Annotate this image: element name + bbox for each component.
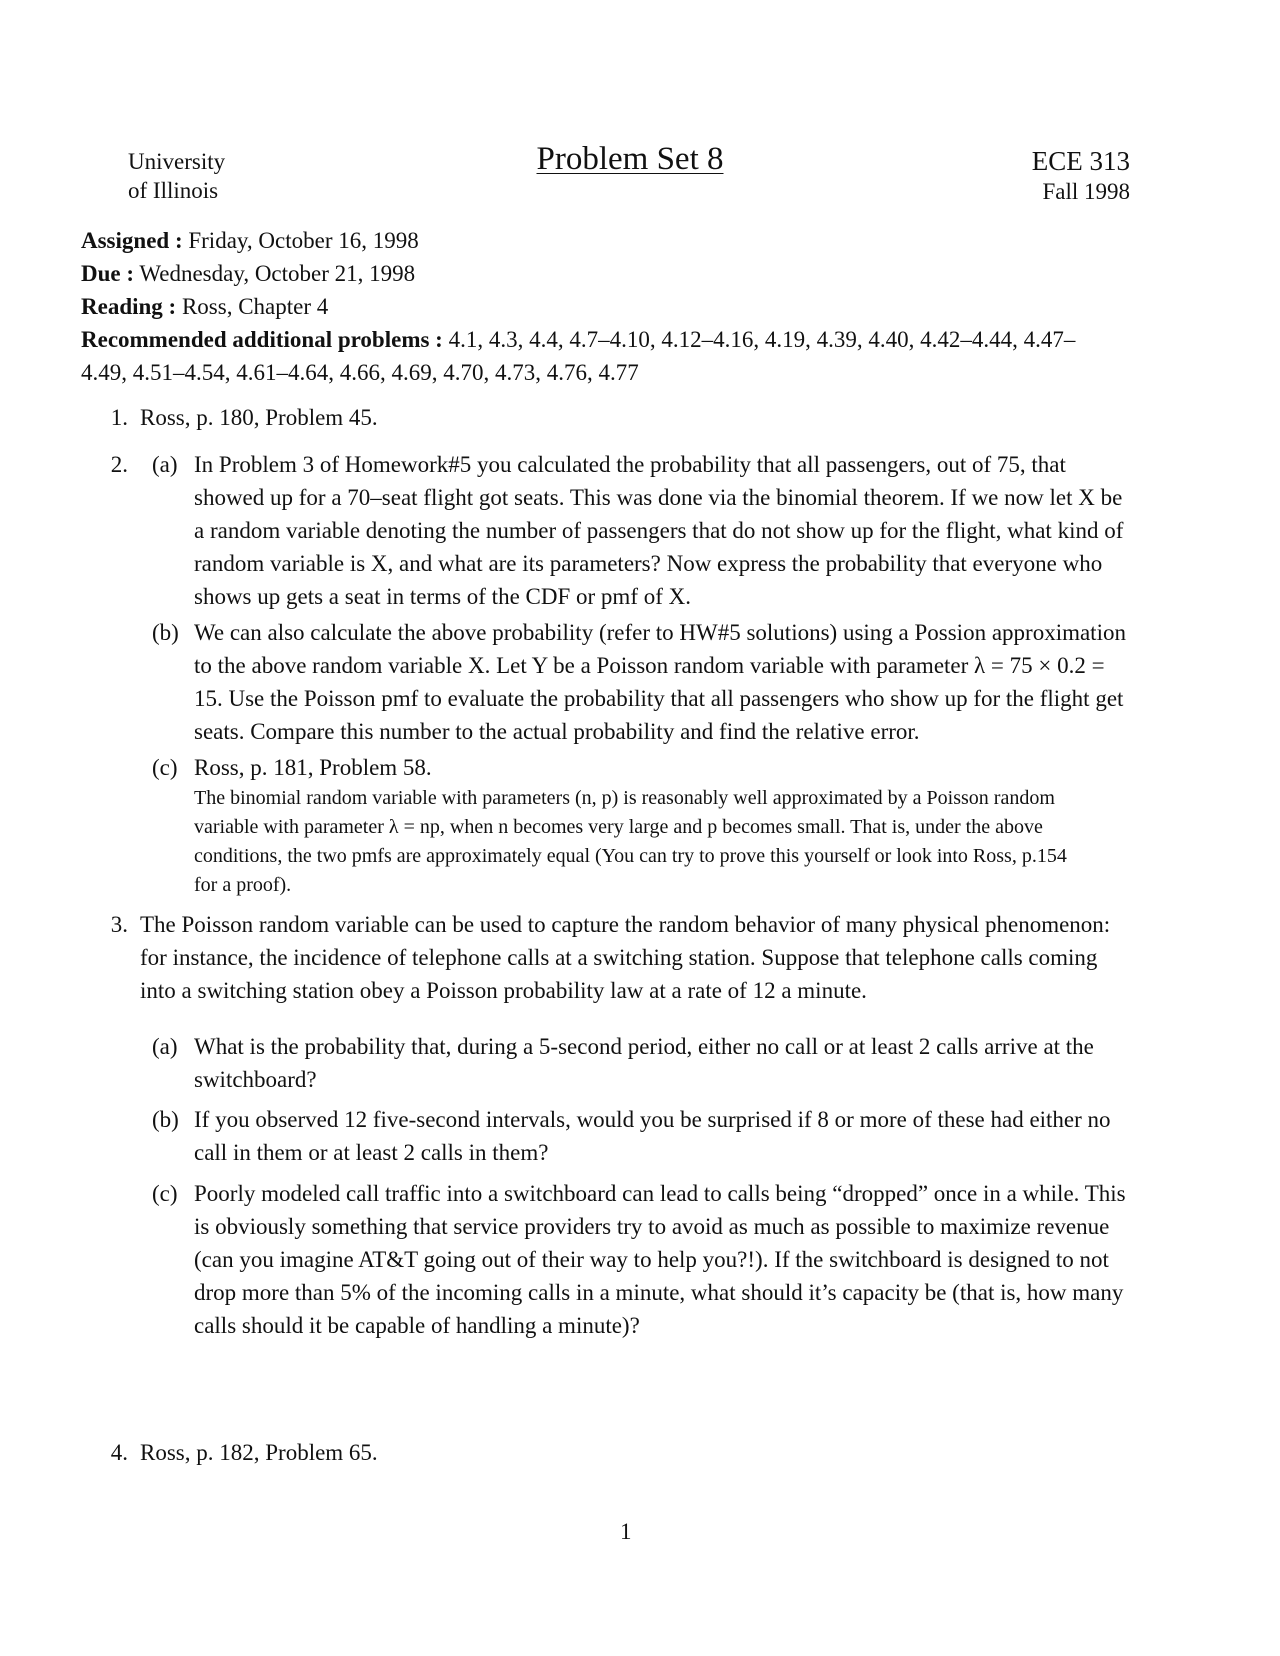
note-line: The binomial random variable with parameters (n, p) is reasonably well approximated by a Poisson random [194, 787, 1055, 809]
due-label: Due : [81, 261, 135, 286]
text-line: for instance, the incidence of telephone calls at a switching station. Suppose that telephone calls coming [140, 945, 1098, 970]
recommended-line-1 [81, 323, 1191, 356]
text-line: shows up gets a seat in terms of the CDF or pmf of X. [194, 584, 691, 609]
subpart-text [194, 751, 1194, 900]
subpart-note [194, 784, 1194, 900]
page-title [420, 139, 840, 179]
subpart-text [194, 1103, 1194, 1169]
text-line: is obviously something that service providers try to avoid as much as possible to maximize revenue [194, 1214, 1110, 1239]
assigned-line [81, 224, 1191, 257]
problem-text [140, 908, 1192, 1007]
institution-line-1: University [128, 149, 226, 174]
problem-number: 3. [110, 912, 128, 937]
text-line: seats. Compare this number to the actual probability and find the relative error. [194, 719, 920, 744]
text-line: If you observed 12 five-second intervals, would you be surprised if 8 or more of these had either no [194, 1107, 1111, 1132]
problem-text: Ross, p. 180, Problem 45. [140, 405, 378, 430]
text-line: to the above random variable X. Let Y be a Poisson random variable with parameter λ = 75 × 0.2 = [194, 653, 1105, 678]
course-info [940, 145, 1130, 207]
text-line: In Problem 3 of Homework#5 you calculated the probability that all passengers, out of 75, that [194, 452, 1066, 477]
problem-text: Ross, p. 182, Problem 65. [140, 1440, 378, 1465]
text-line: random variable is X, and what are its parameters? Now express the probability that everyone who [194, 551, 1103, 576]
problem-number: 4. [110, 1440, 128, 1465]
text-line: a random variable denoting the number of passengers that do not show up for the flight, what kind of [194, 518, 1124, 543]
subpart-label: (b) [152, 1107, 179, 1132]
due-value: Wednesday, October 21, 1998 [139, 261, 416, 286]
assigned-value: Friday, October 16, 1998 [188, 228, 419, 253]
assigned-label: Assigned : [81, 228, 183, 253]
text-line: What is the probability that, during a 5-second period, either no call or at least 2 calls arrive at the [194, 1034, 1094, 1059]
due-line [81, 257, 1191, 290]
reading-line [81, 290, 1191, 323]
page-title-text: Problem Set 8 [536, 141, 724, 177]
text-line: The Poisson random variable can be used to capture the random behavior of many physical phenomenon: [140, 912, 1111, 937]
course-term: Fall 1998 [1042, 179, 1130, 204]
recommended-value-1: 4.1, 4.3, 4.4, 4.7–4.10, 4.12–4.16, 4.19, 4.39, 4.40, 4.42–4.44, 4.47– [448, 327, 1076, 352]
text-line: Ross, p. 181, Problem 58. [194, 755, 432, 780]
subpart-label: (b) [152, 620, 179, 645]
note-line: for a proof). [194, 874, 292, 896]
text-line: 15. Use the Poisson pmf to evaluate the probability that all passengers who show up for the flight get [194, 686, 1124, 711]
institution [128, 147, 225, 205]
subpart-text [194, 616, 1194, 748]
text-line: switchboard? [194, 1067, 317, 1092]
subpart-text [194, 1177, 1194, 1342]
assignment-meta [81, 224, 1191, 389]
subpart-label: (c) [152, 755, 178, 780]
subpart-label: (a) [152, 452, 178, 477]
text-line: into a switching station obey a Poisson probability law at a rate of 12 a minute. [140, 978, 867, 1003]
subpart-label: (c) [152, 1181, 178, 1206]
recommended-line-2: 4.49, 4.51–4.54, 4.61–4.64, 4.66, 4.69, 4.70, 4.73, 4.76, 4.77 [81, 360, 639, 385]
text-line: (can you imagine AT&T going out of their way to help you?!). If the switchboard is designed to not [194, 1247, 1109, 1272]
subpart-text [194, 448, 1194, 613]
recommended-label: Recommended additional problems : [81, 327, 443, 352]
subpart-text [194, 1030, 1194, 1096]
subpart-label: (a) [152, 1034, 178, 1059]
reading-value: Ross, Chapter 4 [181, 294, 329, 319]
text-line: We can also calculate the above probability (refer to HW#5 solutions) using a Possion approximation [194, 620, 1126, 645]
text-line: showed up for a 70–seat flight got seats. This was done via the binomial theorem. If we now let X be [194, 485, 1123, 510]
course-code: ECE 313 [1031, 146, 1130, 176]
text-line: calls should it be capable of handling a minute)? [194, 1313, 640, 1338]
text-line: call in them or at least 2 calls in them? [194, 1140, 549, 1165]
institution-line-2: of Illinois [128, 178, 219, 203]
text-line: Poorly modeled call traffic into a switchboard can lead to calls being “dropped” once in a while. This [194, 1181, 1126, 1206]
problem-number: 1. [110, 405, 128, 430]
page-number: 1 [620, 1519, 632, 1544]
reading-label: Reading : [81, 294, 177, 319]
text-line: drop more than 5% of the incoming calls in a minute, what should it’s capacity be (that is, how many [194, 1280, 1124, 1305]
note-line: variable with parameter λ = np, when n becomes very large and p becomes small. That is, under the above [194, 816, 1043, 838]
note-line: conditions, the two pmfs are approximately equal (You can try to prove this yourself or look into Ross, p.154 [194, 845, 1067, 867]
problem-number: 2. [110, 452, 128, 477]
